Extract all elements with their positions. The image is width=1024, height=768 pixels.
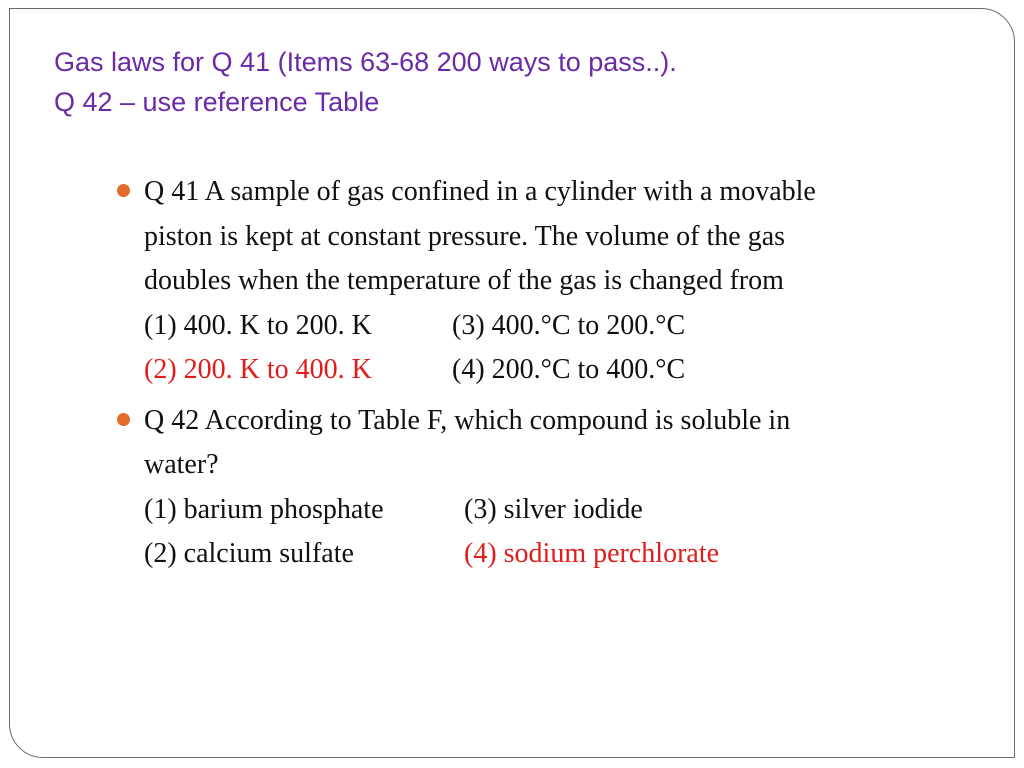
q41-option-1: (1) 400. K to 200. K (144, 309, 372, 341)
bullet-dot-icon (117, 413, 130, 426)
q42-line-1: Q 42 According to Table F, which compound is soluble in (144, 404, 791, 436)
q42-option-3: (3) silver iodide (464, 493, 643, 525)
q41-option-4: (4) 200.°C to 400.°C (452, 354, 686, 385)
bullet-dot-icon (117, 184, 130, 197)
slide-body (117, 170, 977, 583)
q42-options-row-1 (144, 488, 977, 533)
q41-options-row-2 (144, 348, 977, 393)
slide-title (54, 42, 677, 122)
q41-line-2: piston is kept at constant pressure. The volume of the gas (144, 220, 786, 252)
q42-option-2: (2) calcium sulfate (144, 538, 354, 569)
title-line-1: Gas laws for Q 41 (Items 63-68 200 ways to pass..). (54, 47, 677, 77)
title-line-2: Q 42 – use reference Table (54, 87, 380, 117)
q41-line-3: doubles when the temperature of the gas is changed from (144, 265, 784, 296)
q41-option-3: (3) 400.°C to 200.°C (452, 309, 686, 341)
q42-options-row-2 (144, 532, 977, 577)
question-41 (117, 170, 977, 393)
question-42 (117, 399, 977, 577)
q41-options-row-1 (144, 304, 977, 349)
q41-option-2-answer: (2) 200. K to 400. K (144, 354, 372, 385)
q42-option-1: (1) barium phosphate (144, 493, 384, 525)
q42-option-4-answer: (4) sodium perchlorate (464, 538, 720, 569)
q41-line-1: Q 41 A sample of gas confined in a cylinder with a movable (144, 176, 816, 207)
q42-line-2: water? (144, 449, 219, 480)
